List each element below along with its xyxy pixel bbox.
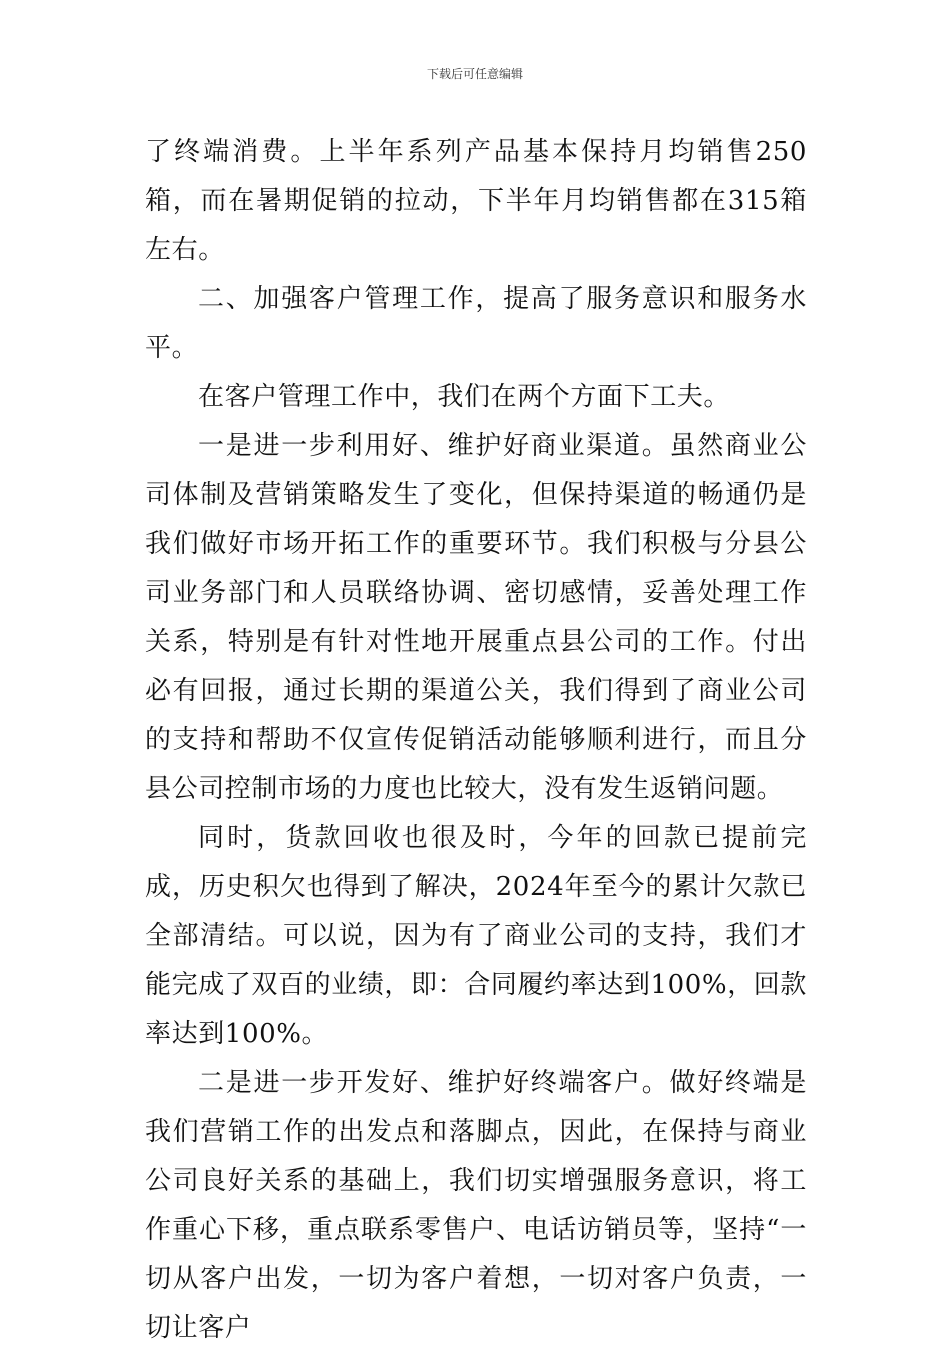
paragraph-section-heading: 二、加强客户管理工作，提高了服务意识和服务水平。 (145, 284, 807, 363)
paragraph-intro: 在客户管理工作中，我们在两个方面下工夫。 (198, 382, 731, 412)
paragraph-commercial-channel: 一是进一步利用好、维护好商业渠道。虽然商业公司体制及营销策略发生了变化，但保持渠道的畅通仍是我们做好市场开拓工作的重要环节。我们积极与分县公司业务部门和人员联络协调、密切感情，妥善处理工作关系，特别是有针对性地开展重点县公司的工作。付出必有回报，通过长期的渠道公关，我们得到了商业公司的支持和帮助不仅宣传促销活动能够顺利进行，而且分县公司控制市场的力度也比较大，没有发生返销问题。 (145, 431, 807, 804)
paragraph-sales-summary: 了终端消费。上半年系列产品基本保持月均销售250箱，而在暑期促销的拉动，下半年月均销售都在315箱左右。 (145, 137, 807, 265)
paragraph-payment-collection: 同时，货款回收也很及时，今年的回款已提前完成，历史积欠也得到了解决，2024年至今的累计欠款已全部清结。可以说，因为有了商业公司的支持，我们才能完成了双百的业绩，即：合同履约率达到100%，回款率达到100%。 (145, 823, 807, 1049)
page-header: 下载后可任意编辑 (426, 67, 523, 81)
paragraph-terminal-customers: 二是进一步开发好、维护好终端客户。做好终端是我们营销工作的出发点和落脚点，因此，在保持与商业公司良好关系的基础上，我们切实增强服务意识，将工作重心下移，重点联系零售户、电话访销员等，坚持“一切从客户出发，一切为客户着想，一切对客户负责，一切让客户 (145, 1068, 807, 1343)
body-text (145, 128, 807, 1353)
